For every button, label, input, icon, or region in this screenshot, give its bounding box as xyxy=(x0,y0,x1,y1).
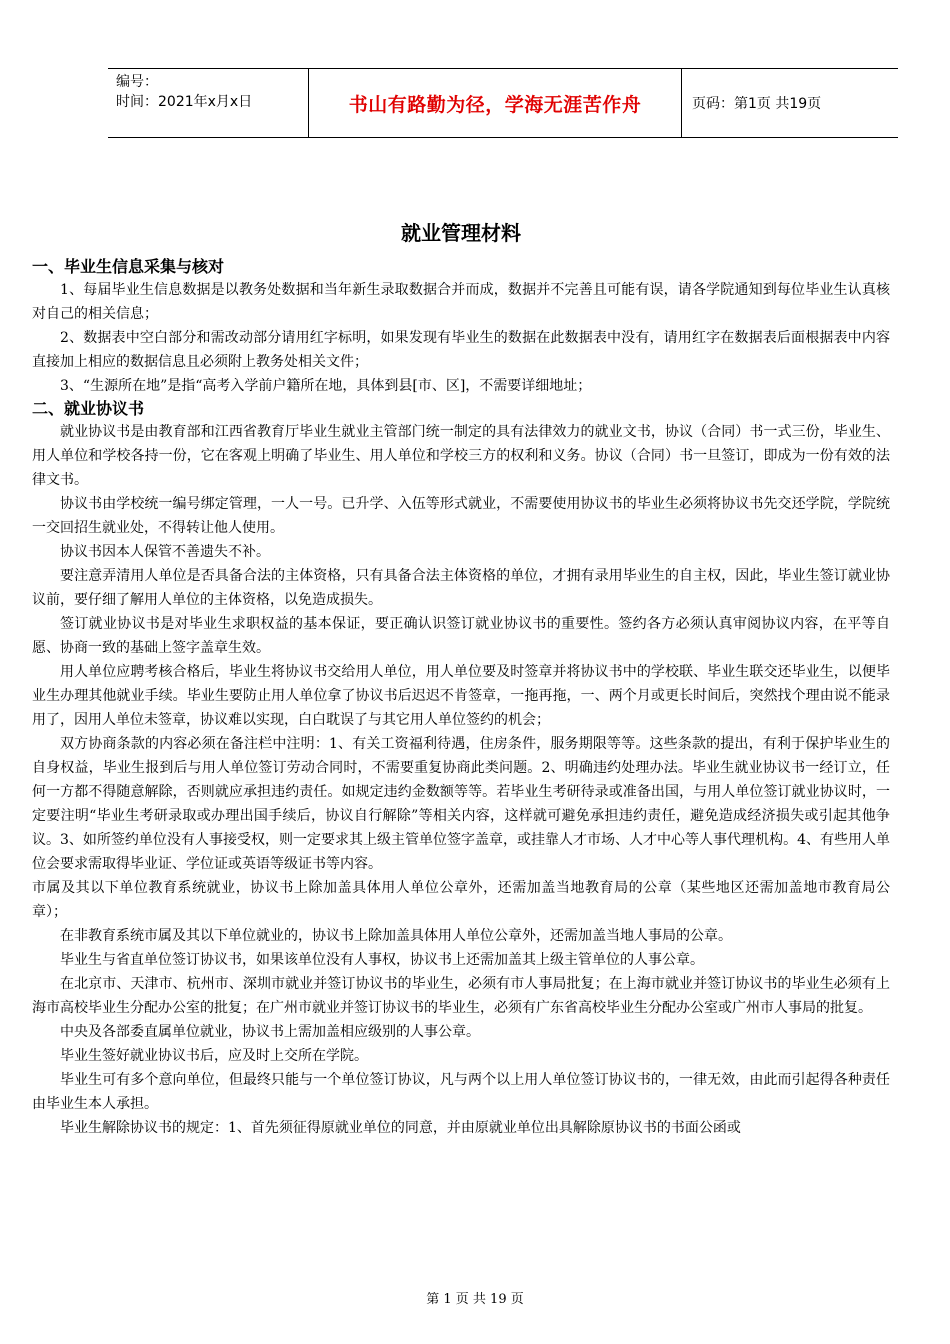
paragraph: 毕业生签好就业协议书后，应及时上交所在学院。 xyxy=(60,1048,368,1064)
paragraph: 2、数据表中空白部分和需改动部分请用红字标明，如果发现有毕业生的数据在此数据表中没有，请用红字在数据表后面根据表中内容直接加上相应的数据信息且必须附上教务处相关文件； xyxy=(32,330,890,370)
paragraph: 市属及其以下单位教育系统就业，协议书上除加盖具体用人单位公章外，还需加盖当地教育局的公章（某些地区还需加盖地市教育局公章）； xyxy=(32,880,890,920)
paragraph: 协议书由学校统一编号绑定管理，一人一号。已升学、入伍等形式就业，不需要使用协议书的毕业生必须将协议书先交还学院，学院统一交回招生就业处，不得转让他人使用。 xyxy=(32,496,890,536)
page-footer: 第 1 页 共 19 页 xyxy=(426,1292,524,1307)
section-heading-2: 二、就业协议书 xyxy=(32,399,145,418)
paragraph: 3、“生源所在地”是指“高考入学前户籍所在地，具体到县[市、区]，不需要详细地址； xyxy=(60,378,592,394)
document-time-label: 时间：2021年x月x日 xyxy=(116,94,253,110)
header-page-info: 页码：第1页 共19页 xyxy=(692,96,822,112)
paragraph: 签订就业协议书是对毕业生求职权益的基本保证，要正确认识签订就业协议书的重要性。签约各方必须认真审阅协议内容，在平等自愿、协商一致的基础上签字盖章生效。 xyxy=(32,616,890,656)
document-body xyxy=(32,218,890,1140)
paragraph: 1、每届毕业生信息数据是以教务处数据和当年新生录取数据合并而成，数据并不完善且可能有误，请各学院通知到每位毕业生认真核对自己的相关信息； xyxy=(32,282,890,322)
paragraph: 双方协商条款的内容必须在备注栏中注明：1、有关工资福利待遇，住房条件，服务期限等等。这些条款的提出，有利于保护毕业生的自身权益，毕业生报到后与用人单位签订劳动合同时，不需要重复协商此类问题。2、明确违约处理办法。毕业生就业协议书一经订立，任何一方都不得随意解除，否则就应承担违约责任。如规定违约金数额等等。若毕业生考研待录或准备出国，与用人单位签订就业协议时，一定要注明“毕业生考研录取或办理出国手续后，协议自行解除”等相关内容，这样就可避免承担违约责任，避免造成经济损失或引起其他争议。3、如所签约单位没有人事接受权，则一定要求其上级主管单位签字盖章，或挂靠人才市场、人才中心等人事代理机构。4、有些用人单位会要求需取得毕业证、学位证或英语等级证书等内容。 xyxy=(32,736,890,872)
header-motto: 书山有路勤为径，学海无涯苦作舟 xyxy=(348,93,642,116)
paragraph: 毕业生解除协议书的规定：1、首先须征得原就业单位的同意，并由原就业单位出具解除原协议书的书面公函或 xyxy=(60,1120,741,1136)
header-table xyxy=(108,68,898,138)
paragraph: 毕业生可有多个意向单位，但最终只能与一个单位签订协议，凡与两个以上用人单位签订协议书的，一律无效，由此而引起得各种责任由毕业生本人承担。 xyxy=(32,1072,890,1112)
document-title: 就业管理材料 xyxy=(401,221,521,245)
paragraph: 就业协议书是由教育部和江西省教育厅毕业生就业主管部门统一制定的具有法律效力的就业文书，协议（合同）书一式三份，毕业生、用人单位和学校各持一份，它在客观上明确了毕业生、用人单位和学校三方的权利和义务。协议（合同）书一旦签订，即成为一份有效的法律文书。 xyxy=(32,424,890,488)
paragraph: 用人单位应聘考核合格后，毕业生将协议书交给用人单位，用人单位要及时签章并将协议书中的学校联、毕业生联交还毕业生，以便毕业生办理其他就业手续。毕业生要防止用人单位拿了协议书后迟迟不肯签章，一拖再拖，一、两个月或更长时间后，突然找个理由说不能录用了，因用人单位未签章，协议难以实现，白白耽误了与其它用人单位签约的机会； xyxy=(32,664,890,728)
paragraph: 在北京市、天津市、杭州市、深圳市就业并签订协议书的毕业生，必须有市人事局批复；在上海市就业并签订协议书的毕业生必须有上海市高校毕业生分配办公室的批复；在广州市就业并签订协议书的毕业生，必须有广东省高校毕业生分配办公室或广州市人事局的批复。 xyxy=(32,976,890,1016)
paragraph: 协议书因本人保管不善遗失不补。 xyxy=(60,544,270,560)
section-heading-1: 一、毕业生信息采集与核对 xyxy=(32,257,225,276)
header-meta-cell xyxy=(108,69,308,137)
header-motto-cell xyxy=(308,69,682,137)
paragraph: 要注意弄清用人单位是否具备合法的主体资格，只有具备合法主体资格的单位，才拥有录用毕业生的自主权，因此，毕业生签订就业协议前，要仔细了解用人单位的主体资格，以免造成损失。 xyxy=(32,568,890,608)
document-number-label: 编号： xyxy=(116,74,158,90)
paragraph: 在非教育系统市属及其以下单位就业的，协议书上除加盖具体用人单位公章外，还需加盖当地人事局的公章。 xyxy=(60,928,732,944)
paragraph: 毕业生与省直单位签订协议书，如果该单位没有人事权，协议书上还需加盖其上级主管单位的人事公章。 xyxy=(60,952,704,968)
paragraph: 中央及各部委直属单位就业，协议书上需加盖相应级别的人事公章。 xyxy=(60,1024,480,1040)
